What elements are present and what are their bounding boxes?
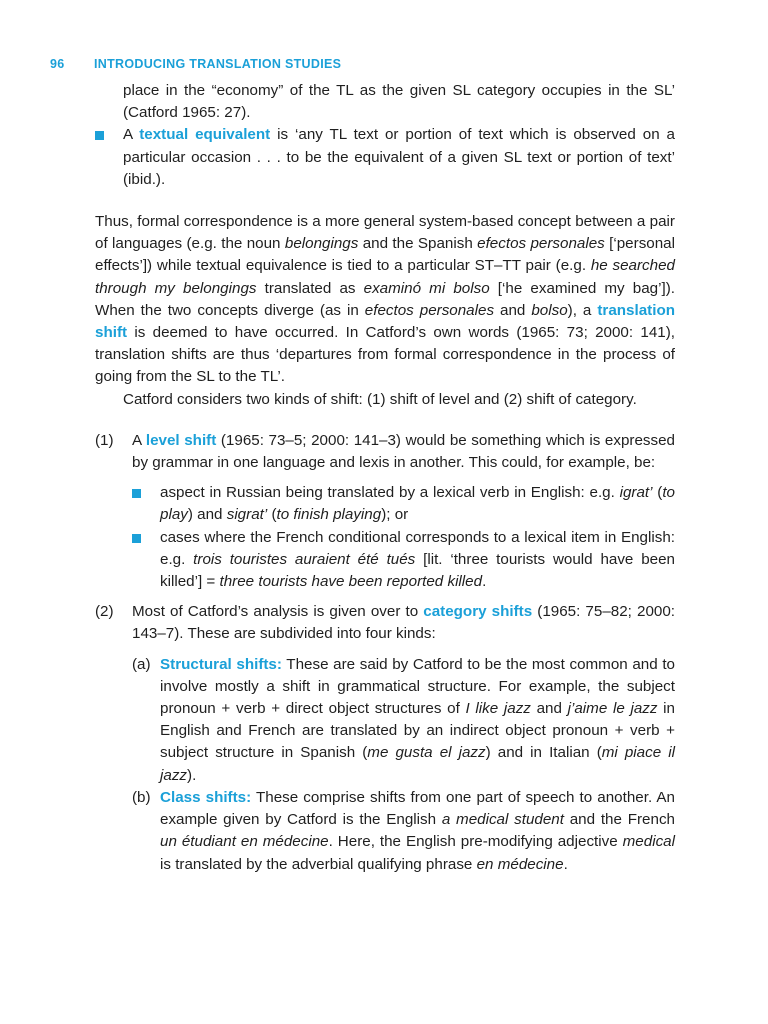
term-translation-shift: translation shift [95,301,675,342]
list-label: (1) [95,431,114,449]
running-header [50,57,341,71]
list-item-level-shift: (1) A level shift (1965: 73–5; 2000: 141–3) would be something which is expressed by grammar in one language and lexis in another. This could, for example, be: [95,431,675,472]
square-bullet-icon [95,131,104,140]
term-textual-equivalent: textual equivalent [139,126,271,144]
term-class-shifts: Class shifts: [160,788,252,806]
paragraph-formal-correspondence: Thus, formal correspondence is a more general system-based concept between a pair of languages (e.g. the noun belongings and the Spanish efectos personales [‘personal effects’]) while textual equivalence is tied to a particular ST–TT pair (e.g. he searched through my belongings translated as examinó mi bolso [‘he examined my bag’]). When the two concepts diverge (as in efectos personales and bolso), a translation shift is deemed to have occurred. In Catford’s own words (1965: 73; 2000: 141), translation shifts are thus ‘departures from formal correspondence in the process of going from the SL to the TL’. [95,213,675,386]
term-level-shift: level shift [145,431,217,449]
list-label: (a) [132,655,151,673]
sub-bullet-russian-aspect: aspect in Russian being translated by a lexical verb in English: e.g. igrat’ (to play) and sigrat’ (to finish playing); or [95,482,675,526]
square-bullet-icon [132,534,141,543]
term-category-shifts: category shifts [423,603,533,621]
list-label: (b) [132,788,151,806]
continued-bullet-text: place in the “economy” of the TL as the given SL category occupies in the SL’ (Catford 1965: 27). [123,82,675,122]
running-title: INTRODUCING TRANSLATION STUDIES [94,57,342,71]
sub-bullet-french-conditional: cases where the French conditional corresponds to a lexical item in English: e.g. trois touristes auraient été tués [lit. ‘three tourists would have been killed’] = three tourists have been reported killed. [95,527,675,594]
paragraph-two-kinds: Catford considers two kinds of shift: (1) shift of level and (2) shift of category. [123,390,637,408]
term-structural-shifts: Structural shifts: [160,655,282,673]
sub-item-class-shifts: (b) Class shifts: These comprise shifts from one part of speech to another. An example given by Catford is the English a medical student and the French un étudiant en médecine. Here, the English pre-modifying adjective medical is translated by the adverbial qualifying phrase en médecine. [132,788,675,873]
square-bullet-icon [132,489,141,498]
page-number: 96 [50,57,65,71]
bullet-textual-equivalent: A textual equivalent is ‘any TL text or portion of text which is observed on a particular occasion . . . to be the equivalent of a given SL text or portion of text’ (ibid.). [95,124,675,191]
list-item-category-shifts: (2) Most of Catford’s analysis is given over to category shifts (1965: 75–82; 2000: 143–7). These are subdivided into four kinds: [95,603,675,643]
page-body [95,80,675,876]
sub-item-structural-shifts: (a) Structural shifts: These are said by Catford to be the most common and to involve mostly a shift in grammatical structure. For example, the subject pronoun + verb + direct object structures of I like jazz and j’aime le jazz in English and French are translated by an indirect object pronoun + verb + subject structure in Spanish (me gusta el jazz) and in Italian (mi piace il jazz). [132,655,675,784]
list-label: (2) [95,603,114,621]
